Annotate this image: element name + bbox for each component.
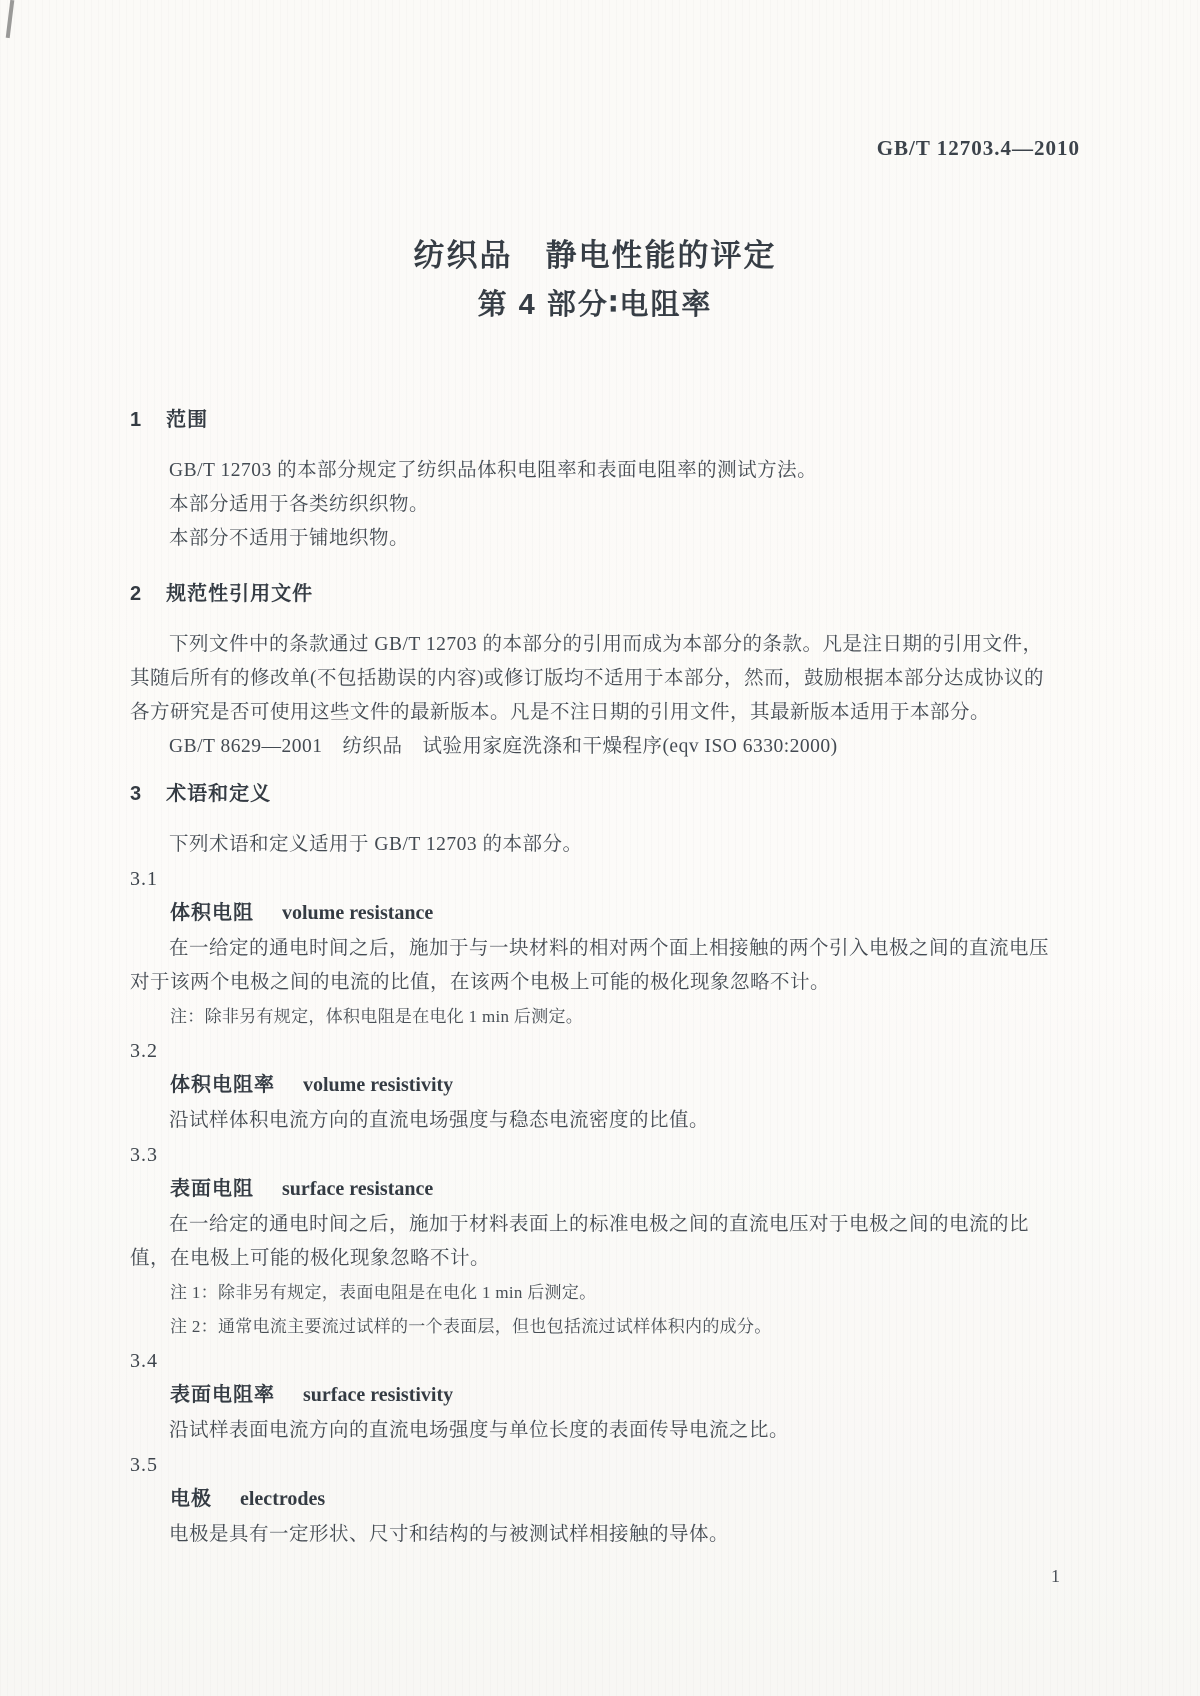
term-block-3-3: [130, 1138, 1060, 1344]
term-3-5-english: electrodes: [240, 1488, 326, 1510]
section-1-paragraph-3: 本部分不适用于铺地织物。: [169, 528, 410, 549]
term-block-3-2: [130, 1034, 1060, 1138]
term-3-5-title: [130, 1482, 1060, 1518]
term-3-1-english: volume resistance: [282, 902, 434, 924]
section-1-title: 范围: [166, 409, 209, 431]
section-3-heading: [130, 776, 1060, 812]
term-block-3-4: [130, 1344, 1060, 1448]
term-3-3-title: [130, 1172, 1060, 1208]
term-3-5-chinese: 电极: [170, 1488, 212, 1510]
term-3-4-title: [130, 1378, 1060, 1414]
section-2-heading: [130, 576, 1060, 612]
term-3-3-chinese: 表面电阻: [170, 1178, 254, 1200]
term-3-3-number: 3.3: [130, 1144, 158, 1166]
scan-edge-artifact: [6, 0, 15, 38]
term-3-1-chinese: 体积电阻: [170, 902, 254, 924]
term-3-4-definition: 沿试样表面电流方向的直流电场强度与单位长度的表面传导电流之比。: [169, 1420, 790, 1441]
section-1-paragraph-1: GB/T 12703 的本部分规定了纺织品体积电阻率和表面电阻率的测试方法。: [169, 460, 818, 481]
section-2-paragraph-1: 下列文件中的条款通过 GB/T 12703 的本部分的引用而成为本部分的条款。凡是注日期的引用文件，其随后所有的修改单(不包括勘误的内容)或修订版均不适用于本部分，然而，鼓励根据本部分达成协议的各方研究是否可使用这些文件的最新版本。凡是不注日期的引用文件，其最新版本适用于本部分。: [130, 634, 1044, 723]
section-2-normative-reference: GB/T 8629—2001 纺织品 试验用家庭洗涤和干燥程序(eqv ISO 6330:2000): [169, 736, 838, 757]
term-3-4-english: surface resistivity: [303, 1384, 454, 1406]
section-3-intro: 下列术语和定义适用于 GB/T 12703 的本部分。: [169, 834, 583, 855]
term-3-3-note-1: 注 1：除非另有规定，表面电阻是在电化 1 min 后测定。: [170, 1283, 597, 1302]
section-1-number: 1: [130, 409, 143, 431]
term-3-4-chinese: 表面电阻率: [170, 1384, 275, 1406]
section-1-heading: [130, 402, 1060, 438]
term-3-5-number: 3.5: [130, 1454, 158, 1476]
term-3-1-number: 3.1: [130, 868, 158, 890]
term-3-2-chinese: 体积电阻率: [170, 1074, 275, 1096]
term-3-1-title: [130, 896, 1060, 932]
document-code: GB/T 12703.4—2010: [876, 136, 1080, 160]
term-3-2-english: volume resistivity: [303, 1074, 454, 1096]
term-3-3-definition: 在一给定的通电时间之后，施加于材料表面上的标准电极之间的直流电压对于电极之间的电流的比值，在电极上可能的极化现象忽略不计。: [130, 1214, 1030, 1269]
term-3-1-definition: 在一给定的通电时间之后，施加于与一块材料的相对两个面上相接触的两个引入电极之间的直流电压对于该两个电极之间的电流的比值，在该两个电极上可能的极化现象忽略不计。: [130, 938, 1050, 993]
term-3-5-definition: 电极是具有一定形状、尺寸和结构的与被测试样相接触的导体。: [169, 1524, 730, 1545]
document-title-line1: 纺织品 静电性能的评定: [413, 238, 777, 273]
term-block-3-1: [130, 862, 1060, 1034]
term-3-2-number: 3.2: [130, 1040, 158, 1062]
section-3-title: 术语和定义: [166, 783, 272, 805]
section-2-title: 规范性引用文件: [166, 583, 314, 605]
term-3-4-number: 3.4: [130, 1350, 158, 1372]
term-3-1-note: 注：除非另有规定，体积电阻是在电化 1 min 后测定。: [170, 1007, 584, 1026]
term-3-2-definition: 沿试样体积电流方向的直流电场强度与稳态电流密度的比值。: [169, 1110, 710, 1131]
document-title-line2: 第 4 部分∶电阻率: [477, 289, 713, 321]
section-2-number: 2: [130, 583, 143, 605]
page-number: 1: [1051, 1566, 1060, 1586]
term-3-2-title: [130, 1068, 1060, 1104]
term-block-3-5: [130, 1448, 1060, 1552]
section-3-number: 3: [130, 783, 143, 805]
section-1-paragraph-2: 本部分适用于各类纺织织物。: [169, 494, 430, 515]
term-3-3-note-2: 注 2：通常电流主要流过试样的一个表面层，但也包括流过试样体积内的成分。: [170, 1317, 772, 1336]
term-3-3-english: surface resistance: [282, 1178, 434, 1200]
